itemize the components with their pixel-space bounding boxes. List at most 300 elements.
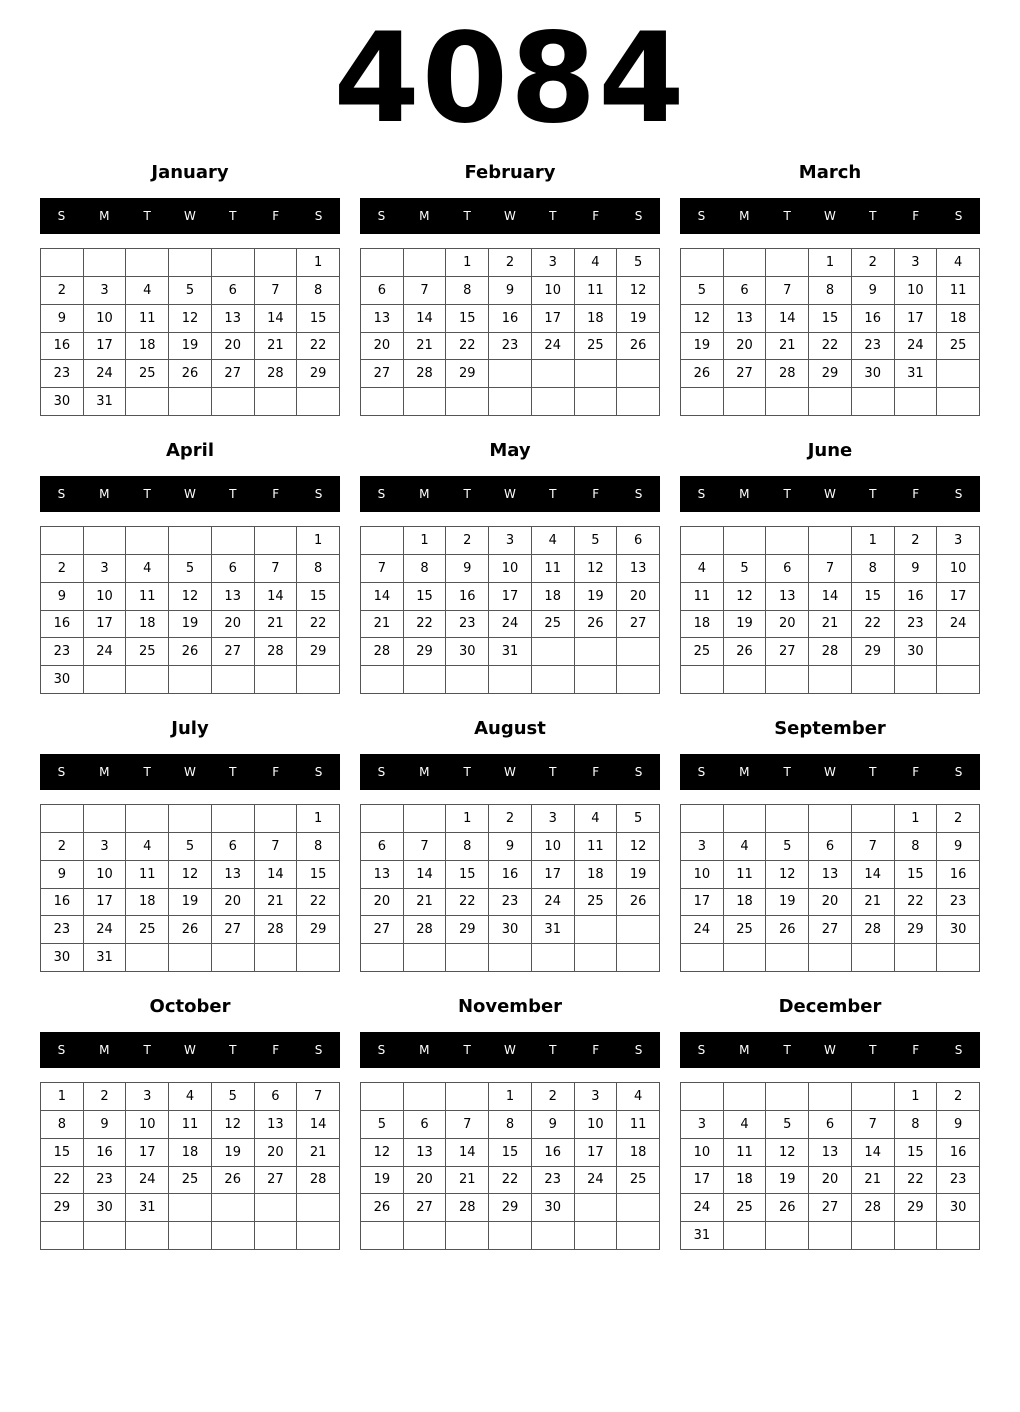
empty-cell xyxy=(575,666,618,694)
day-cell: 9 xyxy=(41,583,84,611)
day-cell: 2 xyxy=(446,527,489,555)
day-cell: 6 xyxy=(766,555,809,583)
empty-cell xyxy=(575,944,618,972)
weekday-label: F xyxy=(912,765,920,779)
empty-cell xyxy=(255,805,298,833)
day-cell: 12 xyxy=(169,305,212,333)
day-cell: 25 xyxy=(724,1194,767,1222)
day-cell: 16 xyxy=(532,1139,575,1167)
day-cell: 10 xyxy=(126,1111,169,1139)
day-cell: 24 xyxy=(489,611,532,639)
month-name: October xyxy=(149,996,231,1017)
empty-cell xyxy=(489,1222,532,1250)
empty-cell xyxy=(404,666,447,694)
day-cell: 25 xyxy=(617,1167,660,1195)
day-cell: 5 xyxy=(212,1083,255,1111)
day-cell: 8 xyxy=(446,833,489,861)
day-cell: 30 xyxy=(852,360,895,388)
day-cell: 24 xyxy=(575,1167,618,1195)
day-cell: 13 xyxy=(766,583,809,611)
day-cell: 19 xyxy=(766,889,809,917)
empty-cell xyxy=(297,1222,340,1250)
day-cell: 28 xyxy=(852,1194,895,1222)
day-cell: 25 xyxy=(575,333,618,361)
weekday-label: F xyxy=(272,765,280,779)
day-cell: 13 xyxy=(404,1139,447,1167)
weekday-label: S xyxy=(634,487,643,501)
day-cell: 18 xyxy=(724,1167,767,1195)
day-cell: 24 xyxy=(532,333,575,361)
day-cell: 2 xyxy=(84,1083,127,1111)
day-cell: 26 xyxy=(212,1167,255,1195)
day-cell: 25 xyxy=(937,333,980,361)
empty-cell xyxy=(126,1222,169,1250)
day-cell: 21 xyxy=(404,333,447,361)
empty-cell xyxy=(297,1194,340,1222)
day-cell: 5 xyxy=(361,1111,404,1139)
day-cell: 1 xyxy=(895,1083,938,1111)
day-cell: 2 xyxy=(937,805,980,833)
day-cell: 5 xyxy=(724,555,767,583)
day-cell: 27 xyxy=(255,1167,298,1195)
day-grid xyxy=(40,804,340,972)
weekday-header xyxy=(680,754,980,790)
day-cell: 9 xyxy=(937,1111,980,1139)
day-cell: 14 xyxy=(297,1111,340,1139)
day-cell: 30 xyxy=(84,1194,127,1222)
day-cell: 12 xyxy=(724,583,767,611)
day-cell: 24 xyxy=(532,889,575,917)
day-cell: 30 xyxy=(937,1194,980,1222)
day-cell: 11 xyxy=(169,1111,212,1139)
day-cell: 11 xyxy=(532,555,575,583)
day-cell: 17 xyxy=(681,1167,724,1195)
empty-cell xyxy=(297,388,340,416)
empty-cell xyxy=(84,805,127,833)
empty-cell xyxy=(937,1222,980,1250)
day-cell: 24 xyxy=(937,611,980,639)
day-cell: 27 xyxy=(212,916,255,944)
day-cell: 22 xyxy=(404,611,447,639)
weekday-label: M xyxy=(419,1043,430,1057)
month-name: September xyxy=(774,718,886,739)
day-cell: 12 xyxy=(169,861,212,889)
day-cell: 14 xyxy=(766,305,809,333)
day-grid xyxy=(360,248,660,416)
day-cell: 3 xyxy=(126,1083,169,1111)
empty-cell xyxy=(361,1083,404,1111)
day-cell: 7 xyxy=(404,277,447,305)
month-name: December xyxy=(778,996,882,1017)
day-cell: 23 xyxy=(41,916,84,944)
empty-cell xyxy=(895,944,938,972)
day-cell: 7 xyxy=(404,833,447,861)
weekday-label: T xyxy=(229,765,237,779)
day-cell: 13 xyxy=(724,305,767,333)
day-cell: 25 xyxy=(532,611,575,639)
day-cell: 2 xyxy=(489,249,532,277)
day-cell: 17 xyxy=(84,889,127,917)
day-cell: 14 xyxy=(255,583,298,611)
day-cell: 24 xyxy=(681,1194,724,1222)
weekday-label: S xyxy=(314,487,323,501)
weekday-label: W xyxy=(504,765,516,779)
weekday-label: T xyxy=(869,487,877,501)
weekday-label: F xyxy=(592,765,600,779)
day-cell: 19 xyxy=(617,861,660,889)
day-cell: 30 xyxy=(446,638,489,666)
month-name: July xyxy=(171,718,209,739)
weekday-label: T xyxy=(229,1043,237,1057)
day-cell: 12 xyxy=(169,583,212,611)
weekday-label: T xyxy=(463,209,471,223)
empty-cell xyxy=(575,916,618,944)
weekday-label: T xyxy=(869,765,877,779)
day-cell: 15 xyxy=(895,1139,938,1167)
day-cell: 16 xyxy=(937,1139,980,1167)
day-cell: 3 xyxy=(681,833,724,861)
weekday-label: S xyxy=(954,487,963,501)
day-cell: 21 xyxy=(297,1139,340,1167)
empty-cell xyxy=(724,249,767,277)
day-cell: 6 xyxy=(212,833,255,861)
day-cell: 22 xyxy=(895,889,938,917)
day-cell: 28 xyxy=(852,916,895,944)
day-cell: 31 xyxy=(489,638,532,666)
day-cell: 17 xyxy=(489,583,532,611)
day-cell: 20 xyxy=(255,1139,298,1167)
day-cell: 1 xyxy=(41,1083,84,1111)
day-cell: 22 xyxy=(41,1167,84,1195)
empty-cell xyxy=(41,805,84,833)
weekday-label: F xyxy=(912,209,920,223)
day-cell: 12 xyxy=(766,861,809,889)
day-cell: 7 xyxy=(852,1111,895,1139)
day-cell: 20 xyxy=(361,333,404,361)
weekday-label: W xyxy=(824,209,836,223)
day-cell: 17 xyxy=(532,861,575,889)
day-cell: 6 xyxy=(212,555,255,583)
empty-cell xyxy=(212,1222,255,1250)
day-cell: 20 xyxy=(212,889,255,917)
day-cell: 9 xyxy=(41,861,84,889)
day-cell: 4 xyxy=(169,1083,212,1111)
empty-cell xyxy=(617,1222,660,1250)
day-cell: 6 xyxy=(212,277,255,305)
day-cell: 14 xyxy=(361,583,404,611)
day-cell: 30 xyxy=(895,638,938,666)
day-cell: 29 xyxy=(404,638,447,666)
day-cell: 9 xyxy=(84,1111,127,1139)
weekday-label: S xyxy=(377,765,386,779)
day-cell: 16 xyxy=(895,583,938,611)
weekday-label: T xyxy=(783,765,791,779)
day-cell: 4 xyxy=(126,833,169,861)
weekday-label: M xyxy=(419,487,430,501)
day-cell: 2 xyxy=(895,527,938,555)
day-cell: 1 xyxy=(446,249,489,277)
weekday-label: M xyxy=(99,209,110,223)
empty-cell xyxy=(532,388,575,416)
day-cell: 14 xyxy=(404,305,447,333)
weekday-label: T xyxy=(783,209,791,223)
day-cell: 13 xyxy=(255,1111,298,1139)
day-cell: 5 xyxy=(169,833,212,861)
day-cell: 20 xyxy=(724,333,767,361)
empty-cell xyxy=(212,249,255,277)
weekday-label: T xyxy=(143,765,151,779)
day-cell: 27 xyxy=(766,638,809,666)
empty-cell xyxy=(169,1194,212,1222)
day-cell: 23 xyxy=(446,611,489,639)
day-cell: 18 xyxy=(617,1139,660,1167)
weekday-label: S xyxy=(57,487,66,501)
day-cell: 3 xyxy=(895,249,938,277)
day-cell: 12 xyxy=(575,555,618,583)
empty-cell xyxy=(681,1083,724,1111)
day-cell: 29 xyxy=(41,1194,84,1222)
empty-cell xyxy=(532,666,575,694)
empty-cell xyxy=(169,944,212,972)
empty-cell xyxy=(212,527,255,555)
day-cell: 14 xyxy=(852,1139,895,1167)
empty-cell xyxy=(255,666,298,694)
empty-cell xyxy=(617,944,660,972)
empty-cell xyxy=(766,388,809,416)
day-cell: 8 xyxy=(489,1111,532,1139)
weekday-label: S xyxy=(634,765,643,779)
empty-cell xyxy=(809,666,852,694)
day-cell: 17 xyxy=(895,305,938,333)
day-cell: 21 xyxy=(255,611,298,639)
day-cell: 9 xyxy=(446,555,489,583)
day-cell: 7 xyxy=(255,277,298,305)
day-cell: 21 xyxy=(809,611,852,639)
day-cell: 26 xyxy=(169,638,212,666)
day-cell: 15 xyxy=(41,1139,84,1167)
day-cell: 10 xyxy=(532,277,575,305)
day-cell: 26 xyxy=(169,916,212,944)
day-cell: 1 xyxy=(895,805,938,833)
day-cell: 30 xyxy=(41,944,84,972)
empty-cell xyxy=(895,1222,938,1250)
day-cell: 22 xyxy=(297,889,340,917)
month-name: November xyxy=(457,996,563,1017)
day-cell: 17 xyxy=(681,889,724,917)
day-cell: 23 xyxy=(41,360,84,388)
day-cell: 23 xyxy=(532,1167,575,1195)
day-cell: 15 xyxy=(489,1139,532,1167)
weekday-label: T xyxy=(869,1043,877,1057)
day-cell: 23 xyxy=(41,638,84,666)
empty-cell xyxy=(255,249,298,277)
day-cell: 17 xyxy=(84,611,127,639)
day-cell: 10 xyxy=(84,305,127,333)
day-cell: 30 xyxy=(41,666,84,694)
day-cell: 18 xyxy=(532,583,575,611)
weekday-label: S xyxy=(57,765,66,779)
day-cell: 9 xyxy=(489,833,532,861)
year-title: 4084 xyxy=(333,7,687,151)
day-cell: 8 xyxy=(895,1111,938,1139)
day-cell: 11 xyxy=(575,277,618,305)
day-cell: 18 xyxy=(724,889,767,917)
day-cell: 17 xyxy=(575,1139,618,1167)
day-cell: 3 xyxy=(489,527,532,555)
day-cell: 11 xyxy=(937,277,980,305)
day-cell: 13 xyxy=(617,555,660,583)
weekday-label: S xyxy=(634,209,643,223)
day-cell: 1 xyxy=(809,249,852,277)
day-cell: 10 xyxy=(937,555,980,583)
weekday-label: W xyxy=(184,765,196,779)
empty-cell xyxy=(361,249,404,277)
day-cell: 22 xyxy=(446,333,489,361)
empty-cell xyxy=(532,1222,575,1250)
day-cell: 11 xyxy=(681,583,724,611)
day-cell: 6 xyxy=(255,1083,298,1111)
weekday-label: T xyxy=(549,209,557,223)
month-name: April xyxy=(165,440,215,461)
weekday-label: W xyxy=(184,209,196,223)
weekday-header xyxy=(360,198,660,234)
day-cell: 15 xyxy=(297,305,340,333)
day-cell: 18 xyxy=(575,305,618,333)
day-cell: 28 xyxy=(809,638,852,666)
empty-cell xyxy=(895,666,938,694)
day-cell: 18 xyxy=(937,305,980,333)
day-cell: 21 xyxy=(255,333,298,361)
weekday-label: S xyxy=(314,1043,323,1057)
day-cell: 14 xyxy=(404,861,447,889)
day-cell: 22 xyxy=(297,611,340,639)
weekday-header xyxy=(40,1032,340,1068)
weekday-label: F xyxy=(592,487,600,501)
day-cell: 24 xyxy=(84,360,127,388)
empty-cell xyxy=(575,1222,618,1250)
day-cell: 29 xyxy=(297,916,340,944)
empty-cell xyxy=(724,666,767,694)
weekday-label: S xyxy=(697,1043,706,1057)
day-cell: 10 xyxy=(895,277,938,305)
empty-cell xyxy=(809,1083,852,1111)
day-cell: 20 xyxy=(212,611,255,639)
day-cell: 26 xyxy=(169,360,212,388)
day-cell: 15 xyxy=(404,583,447,611)
day-cell: 28 xyxy=(404,360,447,388)
empty-cell xyxy=(809,388,852,416)
weekday-label: S xyxy=(954,209,963,223)
day-cell: 23 xyxy=(895,611,938,639)
day-cell: 7 xyxy=(852,833,895,861)
day-cell: 26 xyxy=(766,916,809,944)
weekday-label: S xyxy=(634,1043,643,1057)
day-cell: 29 xyxy=(297,360,340,388)
month-name: March xyxy=(798,162,862,183)
month-name: June xyxy=(807,440,853,461)
day-cell: 15 xyxy=(895,861,938,889)
day-cell: 9 xyxy=(41,305,84,333)
day-cell: 2 xyxy=(41,277,84,305)
day-cell: 27 xyxy=(404,1194,447,1222)
day-cell: 16 xyxy=(852,305,895,333)
day-cell: 17 xyxy=(84,333,127,361)
day-cell: 13 xyxy=(212,861,255,889)
day-cell: 31 xyxy=(84,944,127,972)
weekday-label: T xyxy=(143,209,151,223)
empty-cell xyxy=(617,360,660,388)
empty-cell xyxy=(126,805,169,833)
day-cell: 26 xyxy=(617,333,660,361)
day-cell: 7 xyxy=(766,277,809,305)
day-cell: 8 xyxy=(404,555,447,583)
weekday-label: M xyxy=(99,765,110,779)
day-cell: 15 xyxy=(852,583,895,611)
day-cell: 7 xyxy=(297,1083,340,1111)
day-cell: 6 xyxy=(404,1111,447,1139)
day-cell: 17 xyxy=(937,583,980,611)
weekday-label: T xyxy=(549,487,557,501)
day-cell: 2 xyxy=(852,249,895,277)
day-cell: 3 xyxy=(84,833,127,861)
empty-cell xyxy=(361,527,404,555)
empty-cell xyxy=(809,1222,852,1250)
weekday-label: M xyxy=(99,1043,110,1057)
day-cell: 4 xyxy=(724,833,767,861)
day-cell: 26 xyxy=(361,1194,404,1222)
day-cell: 13 xyxy=(809,1139,852,1167)
empty-cell xyxy=(852,1222,895,1250)
day-cell: 13 xyxy=(212,305,255,333)
weekday-header xyxy=(40,198,340,234)
day-cell: 26 xyxy=(575,611,618,639)
empty-cell xyxy=(126,249,169,277)
day-cell: 26 xyxy=(617,889,660,917)
day-cell: 31 xyxy=(126,1194,169,1222)
day-cell: 8 xyxy=(297,833,340,861)
day-cell: 10 xyxy=(489,555,532,583)
weekday-label: F xyxy=(592,209,600,223)
empty-cell xyxy=(41,249,84,277)
day-cell: 2 xyxy=(41,833,84,861)
empty-cell xyxy=(532,638,575,666)
empty-cell xyxy=(446,388,489,416)
day-cell: 28 xyxy=(255,916,298,944)
day-cell: 22 xyxy=(446,889,489,917)
day-cell: 6 xyxy=(361,833,404,861)
day-cell: 18 xyxy=(126,889,169,917)
day-cell: 10 xyxy=(681,861,724,889)
empty-cell xyxy=(126,666,169,694)
day-grid xyxy=(680,804,980,972)
day-cell: 27 xyxy=(809,916,852,944)
day-cell: 11 xyxy=(126,583,169,611)
day-cell: 3 xyxy=(532,805,575,833)
empty-cell xyxy=(126,388,169,416)
weekday-label: S xyxy=(314,765,323,779)
day-cell: 30 xyxy=(41,388,84,416)
day-cell: 4 xyxy=(937,249,980,277)
day-cell: 21 xyxy=(446,1167,489,1195)
empty-cell xyxy=(575,638,618,666)
month-name: February xyxy=(464,162,556,183)
weekday-header xyxy=(360,1032,660,1068)
day-cell: 6 xyxy=(809,1111,852,1139)
empty-cell xyxy=(766,944,809,972)
empty-cell xyxy=(361,388,404,416)
empty-cell xyxy=(404,1083,447,1111)
empty-cell xyxy=(446,1083,489,1111)
